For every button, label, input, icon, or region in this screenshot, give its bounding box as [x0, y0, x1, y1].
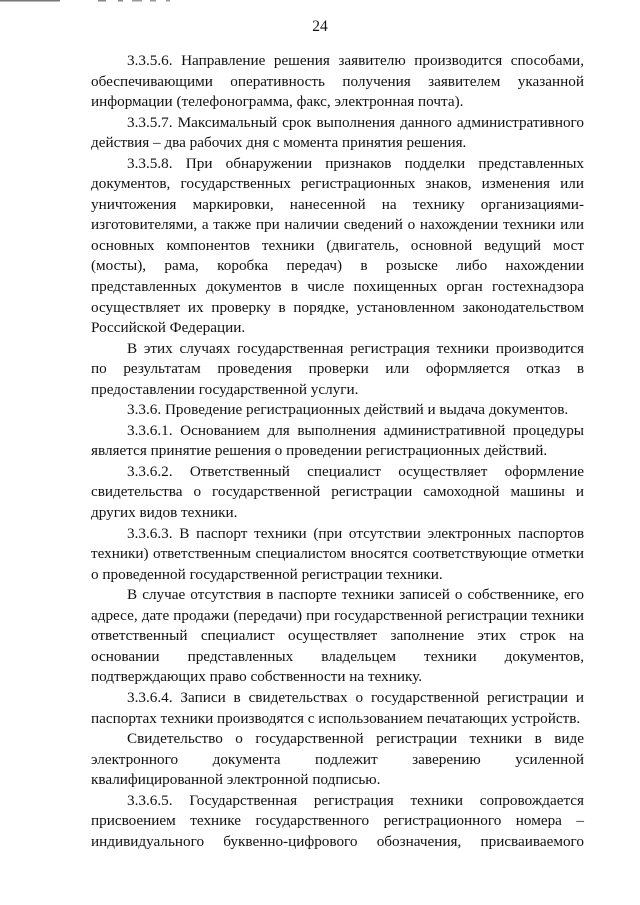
paragraph-3-3-6-5: 3.3.6.5. Государственная регистрация техники сопровождается присвоением технике государственного регистрационного номера – индивидуального буквенно-цифрового обозначения, присваиваемого — [91, 791, 584, 850]
page-number: 24 — [312, 18, 328, 35]
paragraph-3-3-6-4: 3.3.6.4. Записи в свидетельствах о государственной регистрации и паспортах техники производятся с использованием печатающих устройств. — [91, 688, 584, 727]
paragraph-3-3-5-7: 3.3.5.7. Максимальный срок выполнения данного административного действия – два рабочих дня с момента принятия решения. — [91, 113, 584, 152]
paragraph-check-results: В этих случаях государственная регистрация техники производится по результатам проведения проверки или оформляется отказ в предоставлении государственной услуги. — [91, 339, 584, 398]
document-body — [91, 51, 584, 852]
paragraph-3-3-6-2: 3.3.6.2. Ответственный специалист осуществляет оформление свидетельства о государственной регистрации самоходной машины и других видов техники. — [91, 462, 584, 522]
paragraph-3-3-5-6: 3.3.5.6. Направление решения заявителю производится способами, обеспечивающими оперативность получения заявителем указанной информации (телефонограмма, факс, электронная почта). — [91, 52, 584, 111]
paragraph-3-3-6-3: 3.3.6.3. В паспорт техники (при отсутствии электронных паспортов техники) ответственным специалистом вносятся соответствующие отметки о проведенной государственной регистрации техники. — [91, 524, 584, 583]
scan-edge-marks — [0, 0, 640, 4]
paragraph-3-3-6: 3.3.6. Проведение регистрационных действий и выдача документов. — [127, 401, 569, 419]
paragraph-3-3-6-1: 3.3.6.1. Основанием для выполнения административной процедуры является принятие решения о проведении регистрационных действий. — [91, 421, 584, 460]
paragraph-3-3-5-8: 3.3.5.8. При обнаружении признаков подделки представленных документов, государственных регистрационных знаков, изменения или уничтожения маркировки, нанесенной на технику организациями-изготовителями, а также при наличии сведений о нахождении техники или основных компонентов техники (двигатель, основной ведущий мост (мосты), рама, коробка передач) в розыске либо нахождении представленных документов в числе похищенных орган гостехнадзора осуществляет их проверку в порядке, установленном законодательством Российской Федерации. — [91, 154, 584, 337]
paragraph-owner-records: В случае отсутствия в паспорте техники записей о собственнике, его адресе, дате продажи (передачи) при государственной регистрации техники ответственный специалист осуществляет заполнение этих строк на основании представленных владельцем техники документов, подтверждающих право собственности на технику. — [91, 586, 584, 686]
paragraph-electronic-certificate: Свидетельство о государственной регистрации техники в виде электронного документа подлежит заверению усиленной квалифицированной электронной подписью. — [91, 730, 584, 789]
